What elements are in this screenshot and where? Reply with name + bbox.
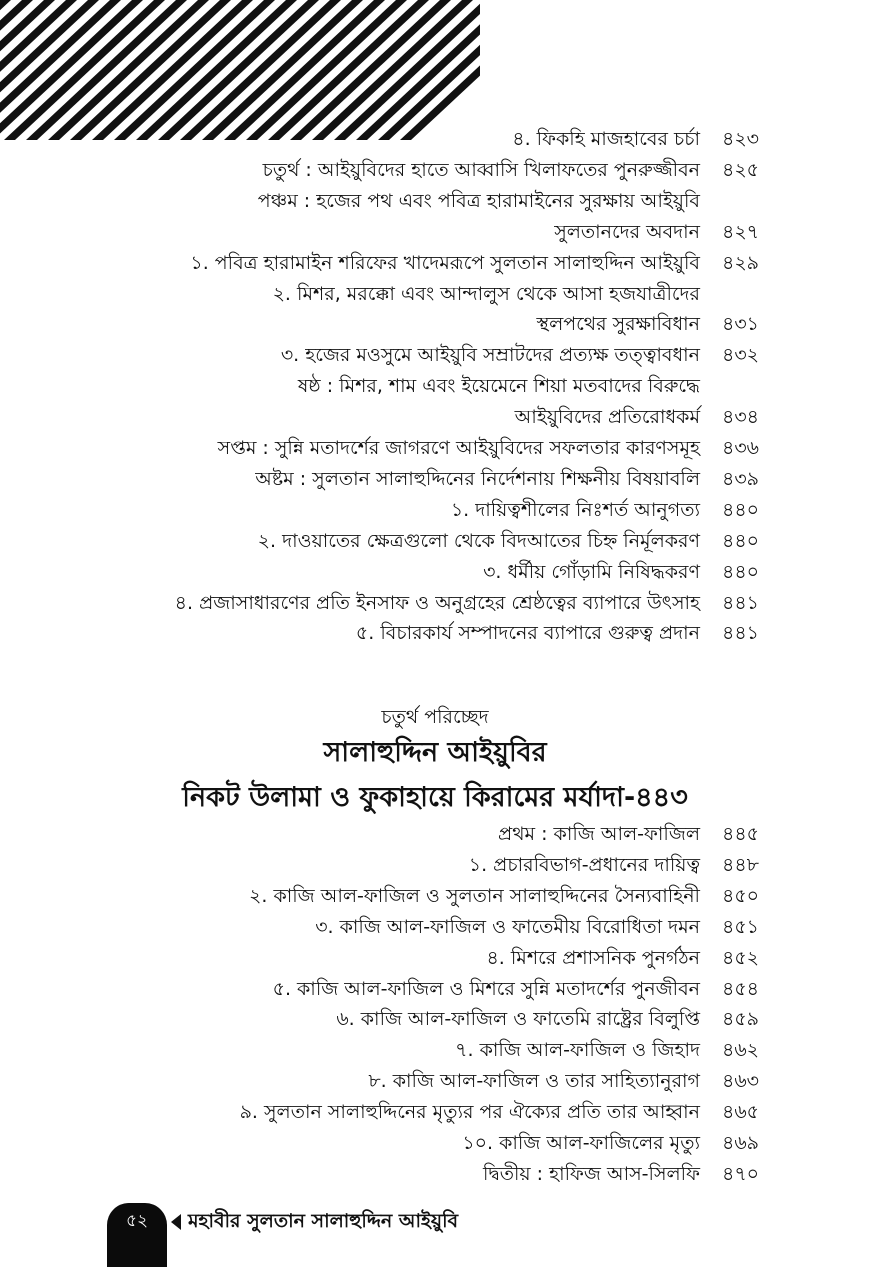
toc-entry-label: ১০. কাজি আল-ফাজিলের মৃত্যু [462, 1132, 700, 1154]
toc-entry [0, 309, 870, 339]
toc-entry-label: ৬. কাজি আল-ফাজিল ও ফাতেমি রাষ্ট্রের বিলুপ্তি [336, 1008, 700, 1031]
toc-entry-page: ৪৪১ [722, 622, 759, 645]
toc-entry-label: ২. কাজি আল-ফাজিল ও সুলতান সালাহুদ্দিনের সৈন্যবাহিনী [249, 884, 700, 907]
toc-entry [0, 1066, 870, 1096]
toc-entry-page: ৪৩২ [722, 344, 760, 367]
chapter-subtitle: চতুর্থ পরিচ্ছেদ [381, 706, 489, 728]
toc-entry [0, 464, 870, 494]
toc-entry-page: ৪৫১ [722, 915, 759, 938]
toc-entry [0, 279, 870, 309]
toc-entry [0, 371, 870, 401]
toc-entry [0, 819, 870, 849]
toc-entry-label: চতুর্থ : আইয়ুবিদের হাতে আব্বাসি খিলাফতের পুনরুজ্জীবন [262, 158, 700, 181]
toc-entry [0, 124, 870, 154]
toc-entry-label: সুলতানদের অবদান [554, 220, 700, 243]
toc-entry-page: ৪৪১ [722, 591, 759, 614]
toc-entry-page: ৪৪০ [722, 560, 760, 583]
toc-entry [0, 618, 870, 648]
toc-entry-page: ৪৩১ [722, 313, 760, 336]
toc-entry-label: স্থলপথের সুরক্ষাবিধান [536, 313, 700, 336]
toc-entry [0, 912, 870, 942]
toc-entry-page: ৪৬৩ [722, 1070, 760, 1093]
toc-entry-label: ৪. প্রজাসাধারণের প্রতি ইনসাফ ও অনুগ্রহের শ্রেষ্ঠত্বের ব্যাপারে উৎসাহ [174, 591, 700, 614]
toc-entry-label: ৪. ফিকহি মাজহাবের চর্চা [512, 128, 700, 150]
toc-entry-label: ১. পবিত্র হারামাইন শরিফের খাদেমরূপে সুলতান সালাহুদ্দিন আইয়ুবি [190, 251, 700, 274]
toc-entry-label: ষষ্ঠ : মিশর, শাম এবং ইয়েমেনে শিয়া মতবাদের বিরুদ্ধে [297, 375, 700, 398]
toc-entry-page: ৪২৯ [722, 251, 760, 274]
toc-entry-label: পঞ্চম : হজের পথ এবং পবিত্র হারামাইনের সুরক্ষায় আইয়ুবি [257, 189, 700, 212]
toc-entry [0, 1128, 870, 1158]
toc-entry [0, 1097, 870, 1127]
toc-entry [0, 881, 870, 911]
triangle-left-icon [171, 1214, 181, 1230]
toc-entry-page: ৪৫০ [722, 884, 760, 907]
toc-entry [0, 433, 870, 463]
toc-entry [0, 943, 870, 973]
toc-entry [0, 186, 870, 216]
toc-entry-page: ৪২৩ [722, 128, 760, 150]
toc-entry [0, 526, 870, 556]
toc-entry [0, 588, 870, 618]
chapter-title-line-1: সালাহুদ্দিন আইয়ুবির [323, 737, 547, 768]
toc-entry-label: ১. প্রচারবিভাগ-প্রধানের দায়িত্ব [468, 853, 700, 876]
toc-entry-label: ৭. কাজি আল-ফাজিল ও জিহাদ [455, 1039, 700, 1062]
toc-entry-label: ৫. বিচারকার্য সম্পাদনের ব্যাপারে গুরুত্ব প্রদান [355, 622, 700, 645]
toc-entry-page: ৪৫২ [722, 946, 760, 969]
toc-entry-page: ৪৩৬ [722, 437, 760, 459]
toc-entry-label: ২. মিশর, মরক্কো এবং আন্দালুস থেকে আসা হজযাত্রীদের [272, 282, 700, 305]
toc-entry-label: ৫. কাজি আল-ফাজিল ও মিশরে সুন্নি মতাদর্শের পুনজীবন [272, 977, 700, 1000]
toc-entry-label: দ্বিতীয় : হাফিজ আস-সিলফি [483, 1162, 700, 1185]
toc-entry-label: প্রথম : কাজি আল-ফাজিল [498, 823, 700, 845]
toc-entry-label: ৪. মিশরে প্রশাসনিক পুনর্গঠন [486, 946, 700, 969]
diagonal-stripes-decoration [0, 0, 480, 140]
page-number-tab [107, 1203, 167, 1267]
toc-entry-label: ৩. কাজি আল-ফাজিল ও ফাতেমীয় বিরোধিতা দমন [315, 915, 700, 938]
toc-entry-page: ৪৬২ [722, 1039, 760, 1062]
toc-entry [0, 850, 870, 880]
toc-entry-label: ১. দায়িত্বশীলের নিঃশর্ত আনুগত্য [450, 498, 700, 521]
toc-entry-page: ৪৪৮ [722, 853, 759, 876]
toc-entry [0, 1035, 870, 1065]
toc-entry-page: ৪২৫ [722, 158, 760, 181]
toc-entry [0, 557, 870, 587]
toc-entry [0, 402, 870, 432]
toc-entry-page: ৪৩৯ [722, 467, 760, 490]
running-footer-title: মহাবীর সুলতান সালাহুদ্দিন আইয়ুবি [188, 1210, 459, 1232]
chapter-title-line-2: নিকট উলামা ও ফুকাহায়ে কিরামের মর্যাদা-৪৪৩ [182, 782, 688, 813]
toc-entry-page: ৪৪০ [722, 498, 760, 521]
toc-entry-label: ৮. কাজি আল-ফাজিল ও তার সাহিত্যানুরাগ [368, 1070, 700, 1093]
toc-entry-page: ৪৩৪ [722, 406, 760, 429]
toc-entry-label: আইয়ুবিদের প্রতিরোধকর্ম [514, 406, 700, 429]
toc-entry-page: ৪৪০ [722, 529, 760, 552]
toc-entry [0, 1159, 870, 1189]
toc-entry-page: ৪৬৫ [722, 1101, 760, 1124]
toc-entry-label: ৩. ধর্মীয় গোঁড়ামি নিষিদ্ধকরণ [483, 560, 700, 583]
toc-entry [0, 217, 870, 247]
toc-entry-page: ৪৪৫ [722, 823, 759, 845]
toc-entry-label: সপ্তম : সুন্নি মতাদর্শের জাগরণে আইয়ুবিদের সফলতার কারণসমূহ [217, 437, 700, 459]
toc-entry [0, 155, 870, 185]
toc-entry [0, 974, 870, 1004]
toc-entry [0, 340, 870, 370]
toc-entry [0, 495, 870, 525]
toc-entry-page: ৪৫৪ [722, 977, 759, 1000]
page-number: ৫২ [125, 1211, 149, 1231]
toc-entry-page: ৪৭০ [722, 1162, 760, 1185]
toc-entry-label: অষ্টম : সুলতান সালাহুদ্দিনের নির্দেশনায় শিক্ষনীয় বিষয়াবলি [255, 467, 700, 490]
toc-entry-label: ৯. সুলতান সালাহুদ্দিনের মৃত্যুর পর ঐক্যের প্রতি তার আহ্বান [239, 1101, 700, 1124]
toc-entry-label: ২. দাওয়াতের ক্ষেত্রগুলো থেকে বিদআতের চিহ্ন নির্মূলকরণ [257, 529, 700, 552]
toc-entry-label: ৩. হজের মওসুমে আইয়ুবি সম্রাটদের প্রত্যক্ষ তত্ত্বাবধান [280, 344, 700, 367]
toc-entry [0, 248, 870, 278]
toc-entry-page: ৪৫৯ [722, 1008, 759, 1031]
toc-entry-page: ৪৬৯ [722, 1132, 760, 1154]
toc-entry [0, 1004, 870, 1034]
toc-entry-page: ৪২৭ [722, 220, 760, 243]
